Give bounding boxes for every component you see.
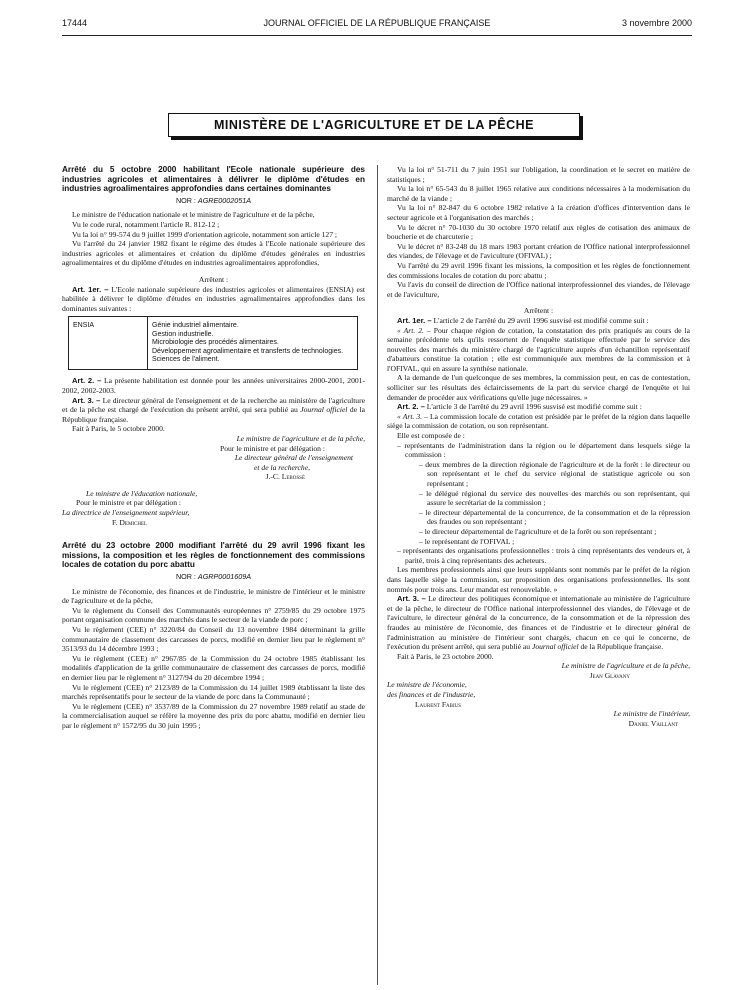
members-paragraph: Les membres professionnels ainsi que leurs suppléants sont nommés par le préfet de la région dans laquelle siège la commission, sur proposition des organisations professionnelles. Ils sont nommés pour trois ans. Leur mandat est renouvelable. » xyxy=(387,565,690,594)
decree2-done: Fait à Paris, le 23 octobre 2000. xyxy=(397,651,494,661)
page-header xyxy=(62,18,692,32)
decree2-nor: NOR : AGRP0001609A xyxy=(175,572,252,582)
decree2-art2-quote: « Art. 3. – La commission locale de cotation est présidée par le préfet de la région dans laquelle siège la commission de cotation, ou son représentant. xyxy=(387,411,691,431)
preamble-line: Le ministre de l'économie, des finances et de l'industrie, le ministre de l'intérieur et le ministre de l'agriculture et de la pêche, xyxy=(62,586,365,606)
decree1-art1: Art. 1er. – L'Ecole nationale supérieure des industries agricoles et alimentaires (ENSIA) est habilitée à délivrer le diplôme d'études en industries agroalimentaires approfondies dans les dominantes suivantes : xyxy=(62,284,365,313)
list-item: – le délégué régional du service des nouvelles des marchés ou son représentant, qui assure le secrétariat de la commission ; xyxy=(419,489,690,508)
right-column xyxy=(387,165,690,728)
preamble-line: Vu l'arrêté du 24 janvier 1982 fixant le régime des études à l'Ecole nationale supérieure des industries agricoles et alimentaires et création du diplôme d'études générales en industries agroalimentaires et du diplôme d'études en industries agroalimentaires approfondies, xyxy=(62,239,365,268)
column-divider xyxy=(377,165,378,985)
decree1-art2: Art. 2. – La présente habilitation est donnée pour les années universitaires 2000-2001, 2001-2002, 2002-2003. xyxy=(62,376,365,395)
decree1-title: Arrêté du 5 octobre 2000 habilitant l'Ecole nationale supérieure des industries agricoles et alimentaires à délivrer le diplôme d'études en industries agroalimentaires approfondies dans certaines dominantes xyxy=(62,165,365,194)
composed-heading: Elle est composée de : xyxy=(397,431,465,441)
left-column xyxy=(62,165,365,731)
preamble-line: Vu la loi n° 82-847 du 6 octobre 1982 relative à la création d'offices d'intervention dans le secteur agricole et à l'organisation des marchés ; xyxy=(387,203,690,222)
preamble-line: Vu le règlement (CEE) n° 3537/89 de la Commission du 27 novembre 1989 relatif au stade de la commercialisation auquel se réfère la moyenne des prix du porc abattu, modifié en dernier lieu par le règlement n° 1572/95 du 30 juin 1995 ; xyxy=(62,701,365,730)
signature-line: Le ministre de l'intérieur, xyxy=(613,709,690,719)
header-rule xyxy=(62,35,692,36)
list-item: – le directeur départemental de la concurrence, de la consommation et de la répression des fraudes ou son représentant ; xyxy=(419,508,690,527)
signature-line: Pour le ministre et par délégation : xyxy=(219,443,325,453)
decree2-art2: Art. 2. – L'article 3 de l'arrêté du 29 avril 1996 susvisé est modifié comme suit : xyxy=(397,402,642,412)
signature-line: Le ministre de l'éducation nationale, xyxy=(86,488,198,498)
signature-line: Le ministre de l'économie, xyxy=(387,680,467,690)
table-school: ENSIA xyxy=(69,317,148,370)
decree2-art1: Art. 1er. – L'article 2 de l'arrêté du 29 avril 1996 susvisé est modifié comme suit : xyxy=(397,315,649,325)
list-item: – représentants des organisations professionnelles : trois à cinq représentants des vendeurs et, à parité, trois à cinq représentants des acheteurs. xyxy=(397,546,690,565)
signature-line: Pour le ministre et par délégation : xyxy=(76,498,182,508)
arretent-heading: Arrêtent : xyxy=(523,306,554,316)
page-number: 17444 xyxy=(62,18,88,28)
signature-name: J.-C. Lebossé xyxy=(265,472,305,482)
signature-line: Le ministre de l'agriculture et de la pêche, xyxy=(561,661,690,671)
preamble-line: Vu le décret n° 83-248 du 18 mars 1983 portant création de l'Office national interprofessionnel des viandes, de l'élevage et de l'aviculture (OFIVAL) ; xyxy=(387,241,690,261)
ministry-banner: MINISTÈRE DE L'AGRICULTURE ET DE LA PÊCHE xyxy=(168,113,580,137)
signature-line: Le ministre de l'agriculture et de la pêche, xyxy=(236,433,365,443)
composition-list xyxy=(387,441,690,566)
preamble-line: Vu le règlement (CEE) n° 2967/85 de la Commission du 24 octobre 1985 établissant les modalités d'application de la grille communautaire de classement des carcasses de porcs, modifié en dernier lieu par le règlement n° 3127/94 du 20 décembre 1994 ; xyxy=(62,653,365,682)
signature-name: F. Demichel xyxy=(112,517,148,527)
decree2-art1-quote2: A la demande de l'un quelconque de ses membres, la commission peut, en cas de contestation, solliciter sur les résultats des éclaircissements de la part du service chargé de l'enquête et lui demander de procéder aux vérifications qu'elle juge nécessaires. » xyxy=(387,373,690,402)
list-item: – le représentant de l'OFIVAL ; xyxy=(419,537,690,547)
signature-name: Jean Glavany xyxy=(589,670,630,680)
preamble-line: Vu la loi n° 65-543 du 8 juillet 1965 relative aux conditions nécessaires à la modernisation du marché de la viande ; xyxy=(387,184,690,203)
decree2-art3: Art. 3. – Le directeur des politiques économique et internationale au ministère de l'agriculture et de la pêche, le directeur de l'Office national interprofessionnel des viandes, de l'élevage et de l'aviculture, le directeur général de la concurrence, de la consommation et de la répression des fraudes au ministère de l'économie, des finances et de l'industrie et le directeur général de l'administration au ministère de l'intérieur sont chargés, chacun en ce qui le concerne, de l'exécution du présent arrêté, qui sera publié au Journal officiel de la République française. xyxy=(387,594,690,652)
preamble-line: Vu l'arrêté du 29 avril 1996 fixant les missions, la composition et les règles de fonctionnement des commissions locales de cotation du porc abattu ; xyxy=(387,260,690,280)
arretent-heading: Arrêtent : xyxy=(198,274,229,284)
signature-name: Laurent Fabius xyxy=(415,699,462,709)
list-item: – représentants de l'administration dans la région ou le département dans lesquels siège la commission : – deux membres de la direction régionale de l'agriculture et de la forêt : le directeur ou son représentant et le chef du service régional de statistique agricole ou son représentant ; – le délégué régional du service des nouvelles des marchés ou son représentant, qui assure le secrétariat de la commission ; – le directeur départemental de la concurrence, de la consommation et de la répression des fraudes ou son représentant ; – le directeur départemental de l'agriculture et de la forêt ou son représentant ; – le représentant de l'OFIVAL ; xyxy=(397,441,690,547)
list-item: – le directeur départemental de l'agriculture et de la forêt ou son représentant ; xyxy=(419,527,690,537)
preamble-line: Vu le règlement (CEE) n° 2123/89 de la Commission du 14 juillet 1989 établissant la liste des marchés représentatifs pour le secteur de la viande de porc dans la Communauté ; xyxy=(62,682,365,702)
preamble-line: Le ministre de l'éducation nationale et le ministre de l'agriculture et de la pêche, xyxy=(72,210,315,220)
preamble-line: Vu le code rural, notamment l'article R. 812-12 ; xyxy=(72,219,220,229)
preamble-line: Vu le règlement du Conseil des Communautés européennes n° 2759/85 du 29 octobre 1975 portant organisation commune des marchés dans le secteur de la viande de porc ; xyxy=(62,605,365,625)
preamble-line: Vu le règlement (CEE) n° 3220/84 du Conseil du 13 novembre 1984 déterminant la grille communautaire de classement des carcasses de porcs, modifié en dernier lieu par le règlement n° 3513/93 du 14 décembre 1993 ; xyxy=(62,625,365,654)
preamble-line: Vu l'avis du conseil de direction de l'Office national interprofessionnel des viandes, de l'élevage et de l'aviculture, xyxy=(387,280,690,299)
decree1-done: Fait à Paris, le 5 octobre 2000. xyxy=(72,424,165,434)
decree1-art3: Art. 3. – Le directeur général de l'enseignement et de la recherche au ministère de l'agriculture et de la pêche est chargé de l'exécution du présent arrêté, qui sera publié au Journal officiel de la République française. xyxy=(62,395,366,424)
sub-list xyxy=(405,460,690,546)
dominantes-table xyxy=(68,316,358,370)
list-item: – deux membres de la direction régionale de l'agriculture et de la forêt : le directeur ou son représentant et le chef du service régional de statistique agricole ou son représentant ; xyxy=(419,460,690,489)
preamble-line: Vu la loi n° 51-711 du 7 juin 1951 sur l'obligation, la coordination et le secret en matière de statistiques ; xyxy=(387,165,690,184)
decree2-art1-quote: « Art. 2. – Pour chaque région de cotation, la constatation des prix pratiqués au cours de la semaine précédente tels qu'ils ressortent de l'enquête statistique effectuée par le service des nouvelles des marchés du ministère chargé de l'agriculture auprès d'un échantillon représentatif d'abatteurs constitue la cotation ; elle est communiquée aux membres de la commission et à l'OFIVAL, qui en assure la synthèse nationale. xyxy=(387,325,690,373)
preamble-line: Vu la loi n° 99-574 du 9 juillet 1999 d'orientation agricole, notamment son article 127 ; xyxy=(72,229,338,239)
decree1-nor: NOR : AGRE0002051A xyxy=(175,195,252,205)
journal-title: JOURNAL OFFICIEL DE LA RÉPUBLIQUE FRANÇAISE xyxy=(263,18,491,28)
signature-line: et de la recherche, xyxy=(254,462,310,472)
signature-line: des finances et de l'industrie, xyxy=(387,690,476,700)
table-items: Génie industriel alimentaire. Gestion industrielle. Microbiologie des procédés alimentaires. Développement agroalimentaire et transferts de technologies. Sciences de l'aliment. xyxy=(148,317,358,370)
signature-line: La directrice de l'enseignement supérieur, xyxy=(62,508,190,518)
signature-name: Daniel Vaillant xyxy=(628,718,678,728)
preamble-line: Vu le décret n° 70-1030 du 30 octobre 1970 relatif aux règles de cotisation des animaux de boucherie et de charcuterie ; xyxy=(387,222,690,242)
issue-date: 3 novembre 2000 xyxy=(621,18,692,28)
signature-line: Le directeur général de l'enseignement xyxy=(234,453,353,463)
decree2-title: Arrêté du 23 octobre 2000 modifiant l'arrêté du 29 avril 1996 fixant les missions, la composition et les règles de fonctionnement des commissions locales de cotation du porc abattu xyxy=(62,541,365,570)
